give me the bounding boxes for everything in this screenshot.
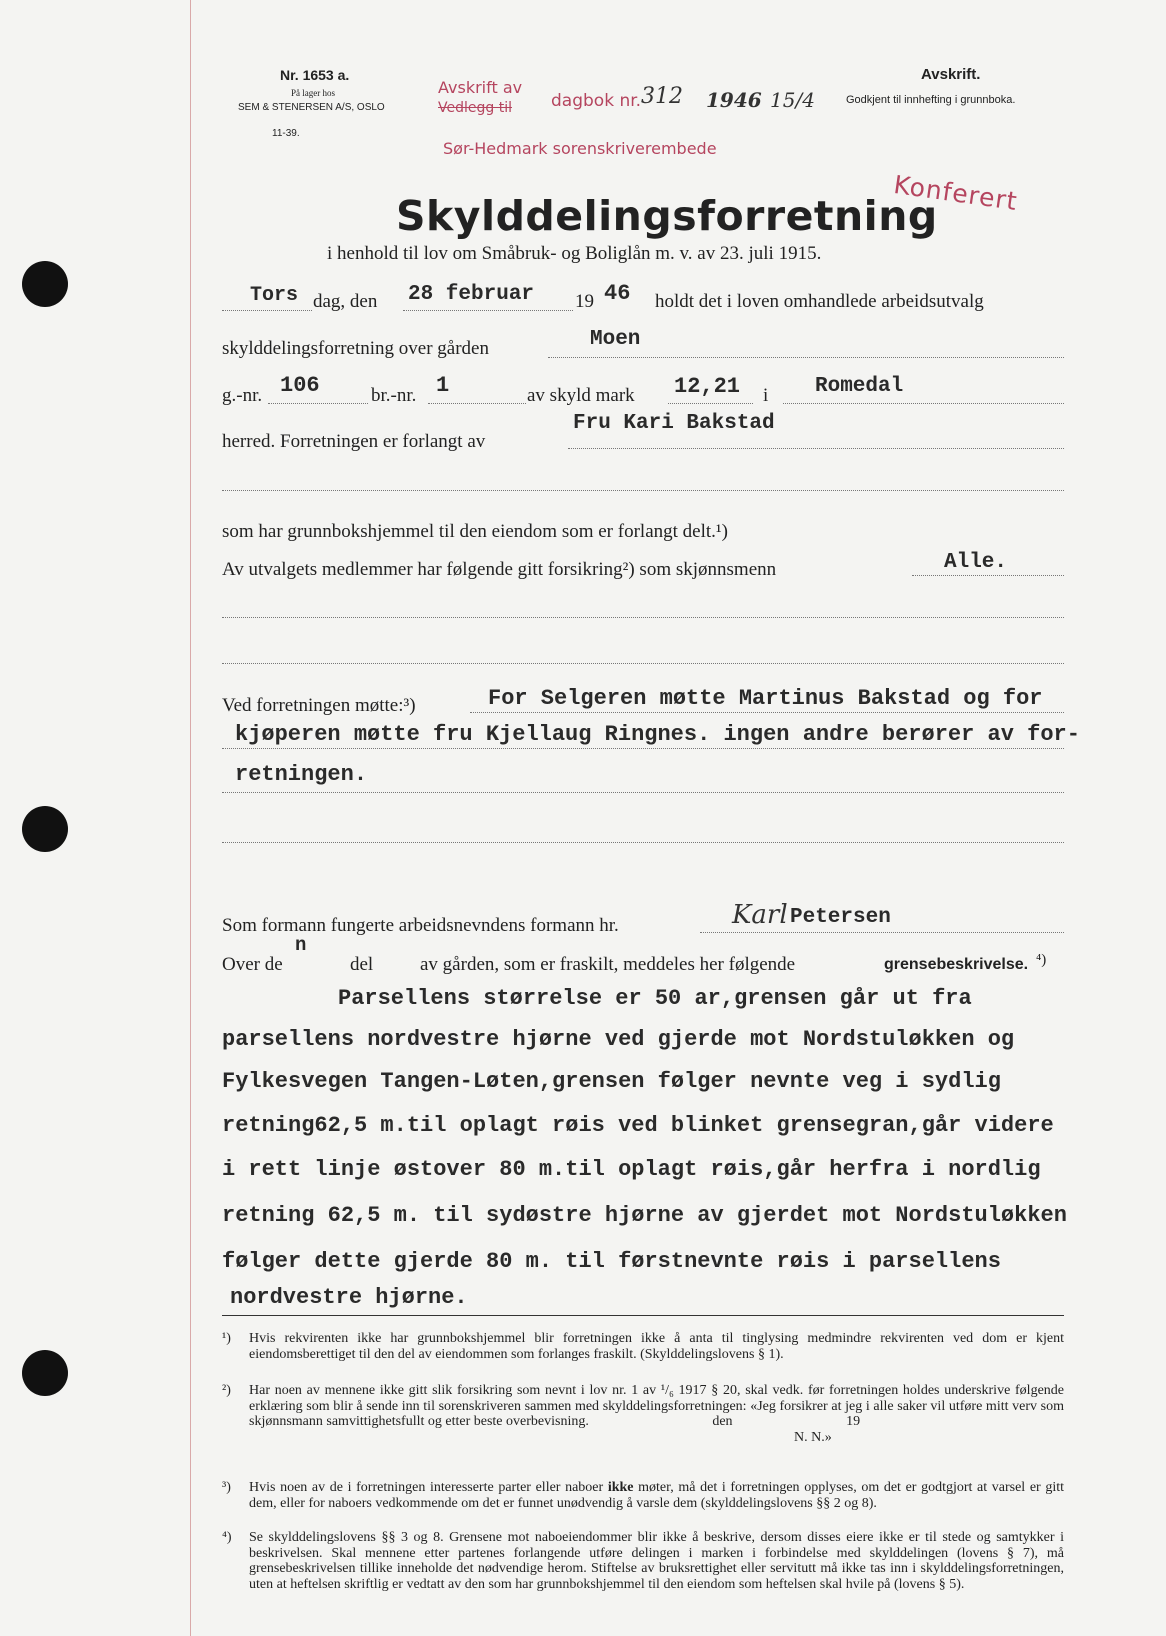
avskrift-subtitle: Godkjent til innhefting i grunnboka. [846, 94, 1016, 106]
requester-label: herred. Forretningen er forlangt av [222, 431, 486, 452]
footnote-text: Se skylddelingslovens §§ 3 og 8. Grensene mot naboeiendommer blir ikke å beskrive, dersom disses eiere ikke er til stede og samtykker i beskrivelsen. Skal mennene etter partenes forlangende utføre delingen i marken i forbindelse med skylddelingen (lovens § 7), må grensebeskrivelsen tillike inneholde det nødvendige herom. Stiftelse av bruksrettighet eller servitutt må ikke tas inn i skylddelingsforretningen, uten at heftelsen skriftlig er vedtatt av den som har grunnbokshjemmel til den eiendom som heftelsen skal hvile på (lovens § 5). [249, 1530, 1064, 1592]
punch-hole-bottom [22, 1350, 68, 1396]
footnote-separator [222, 1315, 1064, 1316]
farm-value: Moen [590, 328, 641, 351]
bnr-label: br.-nr. [371, 385, 417, 406]
footnote-number: ⁴) [222, 1530, 232, 1545]
part-label-b: del [350, 954, 374, 975]
stamp-avskrift-av: Avskrift av [438, 78, 523, 97]
farm-label: skylddelingsforretning over gården [222, 338, 489, 359]
hjemmel-text: som har grunnbokshjemmel til den eiendom som er forlangt delt.¹) [222, 521, 728, 542]
footnote-text: Hvis rekvirenten ikke har grunnbokshjemmel blir forretningen ikke å anta til tinglysing medmindre rekvirenten ved dom er kjent eiendomsberettiget til den del av eiendommen som forlanges fraskilt. (Skylddelingslovens § 1). [249, 1331, 1064, 1362]
stamp-konferert: Konferert [891, 170, 1020, 217]
boundary-heading: grensebeskrivelse. [884, 956, 1029, 973]
part-suffix: n [295, 934, 307, 956]
gnr-value: 106 [280, 373, 320, 398]
date-value: 28 februar [408, 283, 535, 306]
attendees-line-2: kjøperen møtte fru Kjellaug Ringnes. ingen andre berører av for- [235, 722, 1080, 747]
municipality-value: Romedal [815, 375, 904, 398]
attendees-line-3: retningen. [235, 762, 368, 787]
footnote-1 [222, 1331, 1064, 1362]
part-label-c: av gården, som er fraskilt, meddeles her følgende [420, 954, 796, 975]
footnote-number: ¹) [222, 1331, 231, 1346]
stamp-journal-number: 312 [641, 84, 683, 109]
in-label: i [763, 385, 769, 406]
part-label-a: Over de [222, 954, 283, 975]
punch-hole-top [22, 261, 68, 307]
chairman-label: Som formann fungerte arbeidsnevndens formann hr. [222, 915, 619, 936]
skyld-label: av skyld mark [527, 385, 635, 406]
avskrift-title: Avskrift. [921, 66, 981, 83]
stamp-year: 1946 [706, 88, 762, 112]
description-line: nordvestre hjørne. [230, 1285, 468, 1310]
gnr-label: g.-nr. [222, 385, 263, 406]
chairman-name: Petersen [790, 906, 891, 929]
punch-hole-middle [22, 806, 68, 852]
chairman-handwritten: Karl [732, 900, 788, 930]
stamp-vedlegg-til: Vedlegg til [438, 100, 512, 116]
description-line: parsellens nordvestre hjørne ved gjerde mot Nordstuløkken og [222, 1027, 1015, 1052]
footnote-den: den [712, 1414, 733, 1429]
footnote-2 [222, 1383, 1064, 1445]
century-label: 19 [575, 291, 594, 312]
footnote-4 [222, 1530, 1064, 1592]
document-subtitle: i henhold til lov om Småbruk- og Boliglån m. v. av 23. juli 1915. [327, 243, 822, 264]
boundary-ref: ⁴) [1036, 952, 1047, 968]
footnote-text: møter, må det i forretningen opplyses, om det er godtgjort at varsel er gitt dem, eller for naboers vedkommende om det er funnet unødvendig å varsle dem (skylddelingslovens §§ 2 og 8). [249, 1480, 1065, 1511]
year-value: 46 [604, 281, 631, 306]
form-number: Nr. 1653 a. [280, 67, 350, 83]
forsikring-label: Av utvalgets medlemmer har følgende gitt forsikring²) som skjønnsmenn [222, 559, 777, 580]
description-line: retning62,5 m.til oplagt røis ved blinket grensegran,går videre [222, 1113, 1054, 1138]
weekday-value: Tors [250, 284, 299, 307]
footnote-bold: ikke [607, 1480, 634, 1495]
attendees-label: Ved forretningen møtte:³) [222, 695, 416, 716]
held-label: holdt det i loven omhandlede arbeidsutvalg [655, 291, 984, 312]
date-label: dag, den [313, 291, 378, 312]
footnote-nn: N. N.» [794, 1429, 832, 1445]
footnote-year: 19 [846, 1414, 861, 1429]
margin-rule [190, 0, 191, 1636]
stamp-dagbok-label: dagbok nr. [551, 91, 642, 111]
requester-value: Fru Kari Bakstad [573, 412, 775, 435]
form-seller-line: På lager hos [291, 88, 335, 98]
footnote-text: Har noen av mennene ikke gitt slik forsikring som nevnt i lov nr. 1 av ¹/₆ 1917 § 20, skal vedk. før forretningen holdes underskrive følgende erklæring som blir å sende inn til sorenskriveren sammen med skylddelingsforretningen: «Jeg forsikrer at jeg i alle saker vil utføre mitt verv som skjønnsmann samvittighetsfullt og etter beste overbevisning. [249, 1383, 1064, 1429]
description-line: i rett linje østover 80 m.til oplagt røis,går herfra i nordlig [222, 1157, 1041, 1182]
footnote-text: Hvis noen av de i forretningen interesserte parter eller naboer [249, 1480, 604, 1495]
bnr-value: 1 [436, 373, 450, 398]
forsikring-value: Alle. [944, 551, 1008, 574]
stamp-court: Sør-Hedmark sorenskriverembede [443, 139, 717, 158]
attendees-line-1: For Selgeren møtte Martinus Bakstad og for [488, 686, 1043, 711]
footnote-number: ³) [222, 1480, 231, 1495]
description-line: følger dette gjerde 80 m. til førstnevnte røis i parsellens [222, 1249, 1001, 1274]
description-line: retning 62,5 m. til sydøstre hjørne av gjerdet mot Nordstuløkken [222, 1203, 1067, 1228]
document-title: Skylddelingsforretning [396, 192, 938, 240]
footnote-number: ²) [222, 1383, 231, 1398]
description-line: Parsellens størrelse er 50 ar,grensen går ut fra [338, 986, 972, 1011]
form-date-code: 11-39. [272, 128, 300, 139]
footnote-3 [222, 1480, 1064, 1511]
stamp-date: 15/4 [770, 88, 815, 112]
skyld-value: 12,21 [674, 374, 741, 399]
description-line: Fylkesvegen Tangen-Løten,grensen følger nevnte veg i sydlig [222, 1069, 1001, 1094]
form-publisher: SEM & STENERSEN A/S, OSLO [238, 102, 385, 113]
